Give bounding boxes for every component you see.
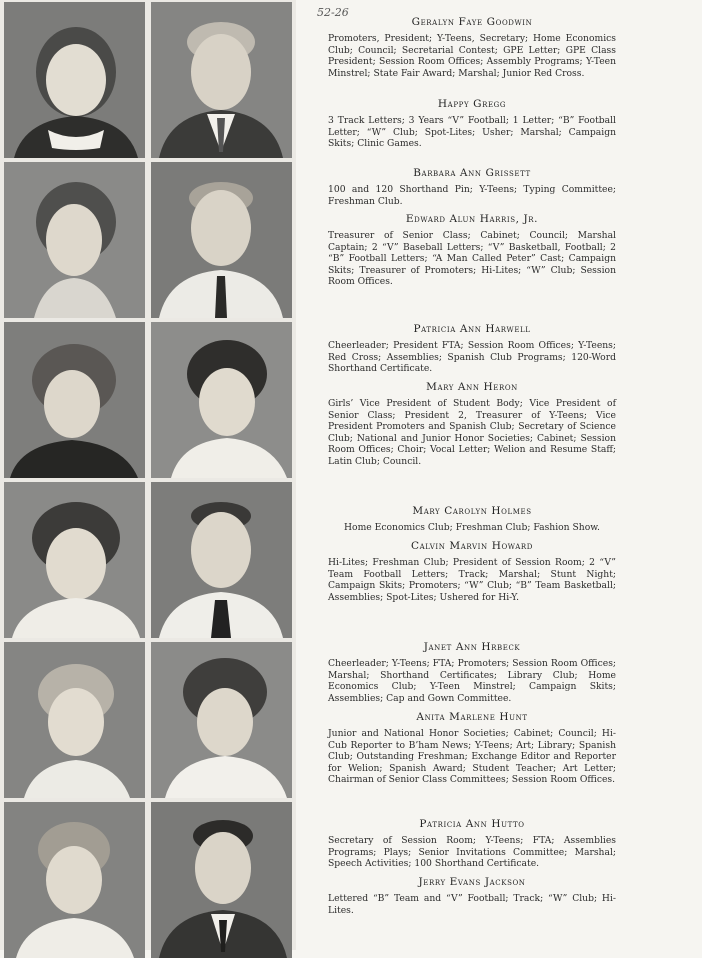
student-activities: Girls’ Vice President of Student Body; Vice President of Senior Class; President 2, Treasurer of Y-Teens; Vice President Promoters and Spanish Club; Secretary of Science Club; National and Junior Honor Societies; Cabinet; Session Room Offices; Choir; Vocal Letter; Welion and Resume Staff; Latin Club; Council.	[328, 398, 616, 467]
portrait-photo	[4, 322, 145, 478]
entry-grissett	[328, 167, 616, 207]
entry-gregg	[328, 98, 616, 150]
portrait-photo	[4, 802, 145, 958]
entry-harwell	[328, 323, 616, 375]
student-name: Calvin Marvin Howard	[411, 540, 533, 552]
entry-holmes	[328, 505, 616, 534]
student-name: Janet Ann Hrbeck	[423, 641, 521, 653]
student-name: Edward Alun Harris, Jr.	[405, 213, 539, 225]
portrait-photo	[151, 482, 292, 638]
photo-column	[0, 0, 296, 950]
entry-hunt	[328, 711, 616, 786]
student-activities: Promoters, President; Y-Teens, Secretary; Home Economics Club; Council; Secretarial Contest; GPE Letter; GPE Class President; Session Room Offices; Assembly Programs; Y-Teen Minstrel; State Fair Award; Marshal; Junior Red Cross.	[328, 33, 616, 79]
entry-howard	[328, 540, 616, 603]
portrait-photo	[4, 642, 145, 798]
student-name: Geralyn Faye Goodwin	[411, 16, 533, 28]
student-activities: Lettered “B” Team and “V” Football; Track; “W” Club; Hi-Lites.	[328, 893, 616, 916]
student-name: Mary Carolyn Holmes	[412, 505, 532, 517]
student-name: Barbara Ann Grissett	[413, 167, 531, 179]
student-activities: Treasurer of Senior Class; Cabinet; Council; Marshal Captain; 2 “V” Baseball Letters; “V” Basketball, Football; 2 “B” Football Letters; “A Man Called Peter” Cast; Campaign Skits; Treasurer of Promoters; Hi-Lites; “W” Club; Session Room Offices.	[328, 230, 616, 288]
student-activities: Hi-Lites; Freshman Club; President of Session Room; 2 “V” Team Football Letters; Track; Marshal; Stunt Night; Campaign Skits; Promoters; “W” Club; “B” Team Basketball; Assemblies; Spot-Lites; Ushered for Hi-Y.	[328, 557, 616, 603]
portrait-photo	[151, 2, 292, 158]
student-activities: Junior and National Honor Societies; Cabinet; Council; Hi-Cub Reporter to B’ham News; Y-Teens; Art; Library; Spanish Club; Outstanding Freshman; Exchange Editor and Reporter for Welion; Spanish Award; Student Teacher; Art Letter; Chairman of Senior Class Committees; Session Room Offices.	[328, 728, 616, 786]
page-mark: 52-26	[317, 6, 349, 19]
student-name: Patricia Ann Harwell	[413, 323, 531, 335]
portrait-photo	[151, 162, 292, 318]
entry-harris	[328, 213, 616, 288]
student-activities: Secretary of Session Room; Y-Teens; FTA; Assemblies Programs; Plays; Senior Invitations Committee; Marshal; Speech Activities; 100 Shorthand Certificate.	[328, 835, 616, 870]
portrait-photo	[4, 482, 145, 638]
student-name: Anita Marlene Hunt	[416, 711, 528, 723]
student-name: Happy Gregg	[437, 98, 507, 110]
student-name: Mary Ann Heron	[426, 381, 518, 393]
entry-jackson	[328, 876, 616, 916]
entry-goodwin	[328, 16, 616, 79]
portrait-photo	[4, 162, 145, 318]
portrait-photo	[151, 802, 292, 958]
entry-hrbeck	[328, 641, 616, 704]
student-name: Patricia Ann Hutto	[419, 818, 525, 830]
student-activities: Home Economics Club; Freshman Club; Fashion Show.	[344, 522, 600, 533]
student-name: Jerry Evans Jackson	[418, 876, 526, 888]
portrait-photo	[151, 642, 292, 798]
student-activities: Cheerleader; President FTA; Session Room Offices; Y-Teens; Red Cross; Assemblies; Spanish Club Programs; 120-Word Shorthand Certificate.	[328, 340, 616, 375]
portrait-photo	[151, 322, 292, 478]
portrait-photo	[4, 2, 145, 158]
student-activities: 100 and 120 Shorthand Pin; Y-Teens; Typing Committee; Freshman Club.	[328, 184, 616, 207]
student-activities: Cheerleader; Y-Teens; FTA; Promoters; Session Room Offices; Marshal; Shorthand Certificates; Library Club; Home Economics Club; Y-Teen Minstrel; Campaign Skits; Assemblies; Cap and Gown Committee.	[328, 658, 616, 704]
entry-heron	[328, 381, 616, 468]
student-activities: 3 Track Letters; 3 Years “V” Football; 1 Letter; “B” Football Letter; “W” Club; Spot-Lites; Usher; Marshal; Campaign Skits; Clinic Games.	[328, 115, 616, 150]
entry-hutto	[328, 818, 616, 870]
